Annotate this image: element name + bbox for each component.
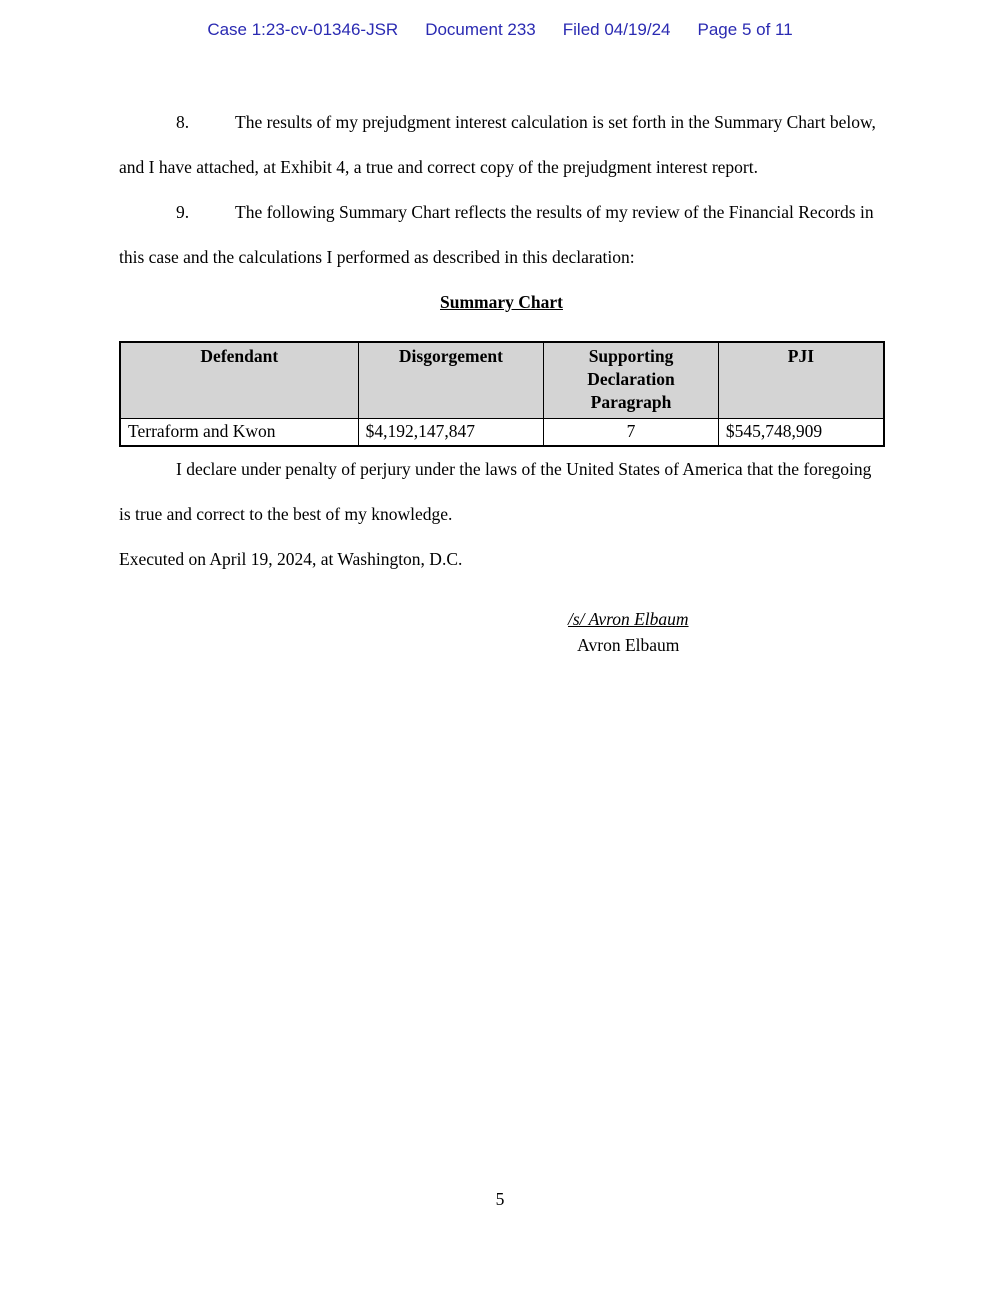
- signature-s-line: /s/ Avron Elbaum: [568, 609, 689, 629]
- cell-disgorgement: $4,192,147,847: [358, 419, 544, 447]
- paragraph-9: [119, 190, 884, 280]
- header-supporting-declaration-paragraph: Supporting Declaration Paragraph: [544, 342, 719, 419]
- court-filing-stamp: [0, 20, 1000, 40]
- page-number: 5: [495, 1189, 505, 1209]
- summary-chart-title: Summary Chart: [440, 292, 563, 312]
- perjury-declaration: I declare under penalty of perjury under the laws of the United States of America that the foregoing is true and correct to the best of my knowledge.: [119, 459, 872, 524]
- table-header-row: [120, 342, 884, 419]
- summary-chart-table: [119, 341, 885, 447]
- stamp-case-number: Case 1:23-cv-01346-JSR: [207, 20, 399, 39]
- paragraph-8-number: 8.: [176, 112, 190, 132]
- stamp-filed-date: Filed 04/19/24: [562, 20, 671, 39]
- cell-pji: $545,748,909: [718, 419, 884, 447]
- header-disgorgement: Disgorgement: [358, 342, 544, 419]
- signature-block: [568, 606, 689, 658]
- paragraph-9-text: The following Summary Chart reflects the results of my review of the Financial Records in this case and the calculations I performed as described in this declaration:: [119, 202, 874, 267]
- execution-line: Executed on April 19, 2024, at Washington, D.C.: [119, 549, 463, 569]
- header-pji: PJI: [718, 342, 884, 419]
- cell-defendant: Terraform and Kwon: [120, 419, 358, 447]
- paragraph-8: [119, 100, 884, 190]
- table-row: [120, 419, 884, 447]
- document-body: [119, 100, 884, 668]
- signature-printed-name: Avron Elbaum: [577, 635, 680, 655]
- stamp-page-info: Page 5 of 11: [697, 20, 793, 39]
- header-defendant: Defendant: [120, 342, 358, 419]
- paragraph-8-text: The results of my prejudgment interest calculation is set forth in the Summary Chart below, and I have attached, at Exhibit 4, a true and correct copy of the prejudgment interest report.: [119, 112, 876, 177]
- paragraph-9-number: 9.: [176, 202, 190, 222]
- cell-supporting-paragraph: 7: [544, 419, 719, 447]
- stamp-document-number: Document 233: [425, 20, 536, 39]
